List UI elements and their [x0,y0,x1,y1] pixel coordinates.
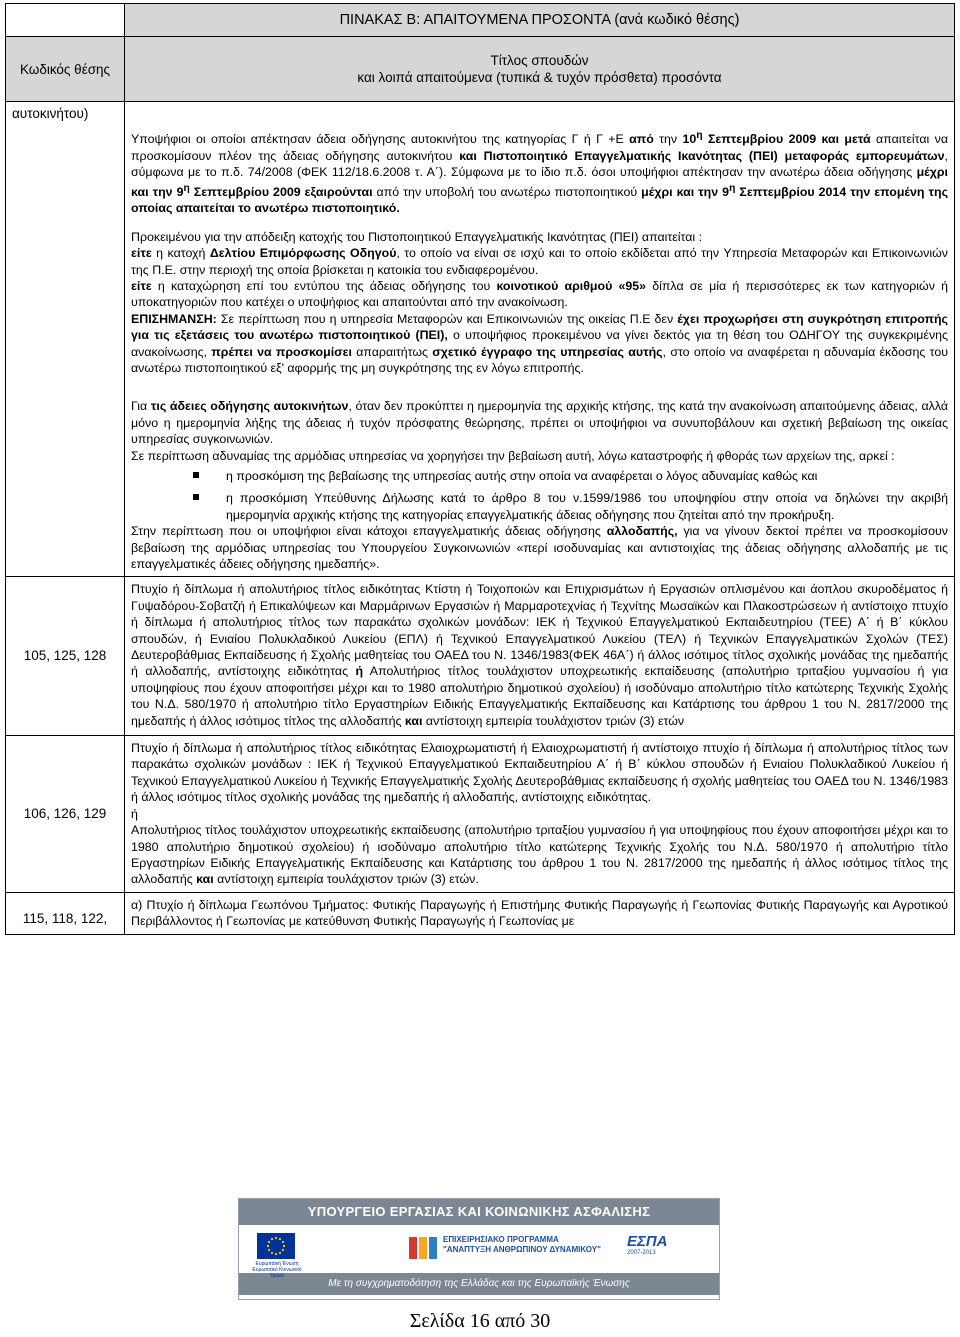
paragraph: Πτυχίο ή δίπλωμα ή απολυτήριος τίτλος ειδικότητας Κτίστη ή Τοιχοποιών και Επιχρισμάτων ή Εργασιών οπλισμένου και άοπλου σκυροδέματος ή Γυψαδόρου-Σοβατζή ή Επικαλύψεων και Μαρμάρινων Εργασιών ή Μαρμαροτεχνίας ή Τεχνίτης Μωσαϊκών και Πλακοστρώσεων ή αντίστοιχο πτυχίο ή δίπλωμα ή απολυτήριος τίτλος των παρακάτω σχολικών μονάδων: ΙΕΚ ή Τεχνικού Επαγγελματικού Εκπαιδευτηρίου (ΤΕΕ) Α΄ ή Β΄ κύκλου σπουδών, ή Ενιαίου Πολυκλαδικού Λυκείου (ΕΠΛ) ή Τεχνικού Επαγγελματικού Λυκείου (ΤΕΛ) ή Τεχνικών Επαγγελματικών Σχολών (ΤΕΣ) Δευτεροβάθμιας Εκπαίδευσης ή Σχολής μαθητείας του ΟΑΕΔ του Ν. 1346/1983(ΦΕΚ 46Α΄) ή άλλος ισότιμος τίτλος σχολικής μονάδας της ημεδαπής ή αλλοδαπής, αντίστοιχης ειδικότητας ή Απολυτήριος τίτλος τουλάχιστον υποχρεωτικής εκπαίδευσης (απολυτήριο τριταξίου γυμνασίου ή για υποψηφίους που έχουν αποφοιτήσει μέχρι και το 1980 απολυτήριο δημοτικού σχολείου) ή ισοδύναμο απολυτήριο τίτλο κατώτερης Τεχνικής Σχολής του Ν.Δ. 580/1970 ή απολυτήριο τίτλο Εργαστηρίων Ειδικής Επαγγελματικής Εκπαίδευσης και Κατάρτισης του άρθρου 1 του Ν. 2817/2000 της ημεδαπής ή άλλος ισότιμος τίτλος της αλλοδαπής και αντίστοιχη εμπειρία τουλάχιστον τριών (3) ετών [131,582,948,728]
header-line-2: και λοιπά απαιτούμενα (τυπικά & τυχόν πρόσθετα) προσόντα [357,70,722,86]
paragraph: ΕΠΙΣΗΜΑΝΣΗ: Σε περίπτωση που η υπηρεσία Μεταφορών και Επικοινωνιών της οικείας Π.Ε δεν έχει προχωρήσει στη συγκρότηση επιτροπής για τις εξετάσεις του ανωτέρω πιστοποιητικού (ΠΕΙ), ο υποψήφιος προκειμένου να γίνει δεκτός για τη θέση του ΟΔΗΓΟΥ της συγκεκριμένης ανακοίνωσης, πρέπει να προσκομίσει απαραιτήτως σχετικό έγγραφο της υπηρεσίας αυτής, στο οποίο να αναφέρεται η αδυναμία έκδοσης του ανωτέρω πιστοποιητικού εξ' αφορμής της μη συγκρότησης της εν λόγω επιτροπής. [131,311,949,375]
row-text [125,577,955,736]
list-item: η προσκόμιση Υπεύθυνης Δήλωσης κατά το άρθρο 8 του ν.1599/1986 του υποψηφίου στην οποία να δηλώνει την ακριβή ημερομηνία αρχικής κτήσης της κατηγορίας επαγγελματικής άδειας οδήγησης που ζητείται από την προκήρυξη. [131,490,948,523]
paragraph: είτε η κατοχή Δελτίου Επιμόρφωσης Οδηγού, το οποίο να είναι σε ισχύ και το οποίο εκδίδεται από την Υπηρεσία Μεταφορών και Επικοινωνιών της Π.Ε. στην περιοχή της οποία βρίσκεται η κατοικία του ενδιαφερομένου. [131,246,948,277]
program-line-2: "ΑΝΑΠΤΥΞΗ ΑΝΘΡΩΠΙΝΟΥ ΔΥΝΑΜΙΚΟΥ" [443,1245,601,1254]
row-text [125,102,955,577]
espa-word: ΕΣΠΑ [627,1233,668,1250]
cofunding-text: Με τη συγχρηματοδότηση της Ελλάδας και της Ευρωπαϊκής Ένωσης [239,1273,719,1295]
paragraph: Στην περίπτωση που οι υποψήφιοι είναι κάτοχοι επαγγελματικής άδειας οδήγησης αλλοδαπής, για να γίνουν δεκτοί πρέπει να προσκομίσουν βεβαίωση της αρμόδιας υπηρεσίας του Υπουργείου Συγκοινωνιών «περί ισοδυναμίας και αντιστοιχίας της άδειας οδήγησης αλλοδαπής με τις επαγγελματικές άδειες οδήγησης ημεδαπής». [131,524,948,571]
paragraph: Προκειμένου για την απόδειξη κατοχής του Πιστοποιητικού Επαγγελματικής Ικανότητας (ΠΕΙ) απαιτείται : [131,229,703,244]
bullet-icon [193,494,199,500]
row-text [125,736,955,893]
row-code: 106, 126, 129 [6,736,125,893]
paragraph: Πτυχίο ή δίπλωμα ή απολυτήριος τίτλος ειδικότητας Ελαιοχρωματιστή ή Ελαιοχρωματιστή ή αντίστοιχο πτυχίο ή δίπλωμα ή απολυτήριος τίτλος των παρακάτω σχολικών μονάδων : ΙΕΚ ή Τεχνικού Επαγγελματικού Εκπαιδευτηρίου Α΄ ή Β΄ κύκλου σπουδών ή Ενιαίου Πολυκλαδικού Λυκείου ή Τεχνικού Επαγγελματικού Λυκείου ή Τεχνικής Επαγγελματικής Σχολής Δευτεροβάθμιας εκπαίδευσης ή σχολής μαθητείας του ΟΑΕΔ του Ν. 1346/1983 ή άλλος ισότιμος τίτλος σχολικής μονάδας της ημεδαπής ή αλλοδαπής, αντίστοιχης ειδικότητας. [131,741,948,805]
header-code: Κωδικός θέσης [6,37,125,102]
espa-logo [627,1233,695,1265]
row-code: αυτοκινήτου) [6,102,125,577]
paragraph: ή [131,806,138,821]
paragraph: Για τις άδειες οδήγησης αυτοκινήτων, όταν δεν προκύπτει η ημερομηνία της αρχικής κτήσης, της κατά την ανακοίνωση απαιτούμενης άδειας, αλλά μόνο η ημερομηνία λήξης της άδειας ή τυχόν πρόσφατης θεώρησης, πρέπει οι υποψήφιοι να συνυποβάλουν και σχετική βεβαίωση της οικείας υπηρεσίας συγκοινωνιών. [131,399,949,447]
title-spacer [6,4,125,37]
list-item: η προσκόμιση της βεβαίωσης της υπηρεσίας αυτής στην οποία να αναφέρεται ο λόγος αδυναμίας καθώς και [131,468,948,484]
program-line-1: ΕΠΙΧΕΙΡΗΣΙΑΚΟ ΠΡΟΓΡΑΜΜΑ [443,1235,559,1244]
espa-years: 2007-2013 [627,1250,656,1256]
header-qualifications [125,37,955,102]
cofunding-banner [238,1198,720,1300]
header-line-1: Τίτλος σπουδών [490,53,589,69]
row-code: 115, 118, 122, [6,892,125,934]
paragraph: είτε η καταχώρηση επί του εντύπου της άδειας οδήγησης του κοινοτικού αριθμού «95» δίπλα σε μία ή περισσότερες εκ των κατηγοριών ή υποκατηγοριών που κατέχει ο υποψήφιος και απαιτούνται από την ανακοίνωση. [131,278,949,310]
row-text: α) Πτυχίο ή δίπλωμα Γεωπόνου Τμήματος: Φυτικής Παραγωγής ή Επιστήμης Φυτικής Παραγωγής ή Γεωπονίας Φυτικής Παραγωγής και Αγροτικού Περιβάλλοντος ή Γεωπονίας με κατεύθυνση Φυτικής Παραγωγής ή Γεωπονίας με [125,892,955,934]
eu-caption: Ευρωπαϊκή Ένωση Ευρωπαϊκό Κοινωνικό Ταμείο [252,1261,302,1279]
row-code: 105, 125, 128 [6,577,125,736]
table-title: ΠΙΝΑΚΑΣ Β: ΑΠΑΙΤΟΥΜΕΝΑ ΠΡΟΣΟΝΤΑ (ανά κωδικό θέσης) [125,4,955,37]
program-logo-icon-3 [429,1237,437,1259]
page-number: Σελίδα 16 από 30 [409,1310,551,1332]
requirements-table [5,3,955,935]
paragraph: Απολυτήριος τίτλος τουλάχιστον υποχρεωτικής εκπαίδευσης (απολυτήριο τριταξίου γυμνασίου ή για υποψηφίους που έχουν αποφοιτήσει μέχρι και το 1980 απολυτήριο δημοτικού σχολείου) ή ισοδύναμο απολυτήριο τίτλο κατώτερης Τεχνικής Σχολής του Ν.Δ. 580/1970 ή απολυτήριο τίτλο Εργαστηρίων Ειδικής Επαγγελματικής Εκπαίδευσης και Κατάρτισης του άρθρου 1 του Ν. 2817/2000 της ημεδαπής ή άλλος ισότιμος τίτλος της αλλοδαπής και αντίστοιχη εμπειρία τουλάχιστον τριών (3) ετών. [131,823,948,887]
bullet-icon [193,472,199,478]
paragraph: Υποψήφιοι οι οποίοι απέκτησαν άδεια οδήγησης αυτοκινήτου της κατηγορίας Γ ή Γ +Ε από την $10^\eta$ Σεπτεμβρίου 2009 και μετά απαιτείται να προσκομίσουν πλέον της άδειας οδήγησης αυτοκινήτου και Πιστοποιητικό Επαγγελματικής Ικανότητας (ΠΕΙ) μεταφοράς εμπορευμάτων, σύμφωνα με το π.δ. 74/2008 (ΦΕΚ 112/18.6.2008 τ. Α΄). Σύμφωνα με το ίδιο π.δ. όσοι υποψήφιοι απέκτησαν την ανωτέρω άδεια οδήγησης μέχρι και την $9^\eta$ Σεπτεμβρίου 2009 εξαιρούνται από την υποβολή του ανωτέρω πιστοποιητικού μέχρι και την $9^\eta$ Σεπτεμβρίου 2014 την επομένη της οποίας απαιτείται το ανωτέρω πιστοποιητικό. [131,130,949,216]
bullet-list [131,468,948,523]
logos-strip [239,1225,719,1279]
paragraph: Σε περίπτωση αδυναμίας της αρμόδιας υπηρεσίας να χορηγήσει την βεβαίωση αυτή, λόγω καταστροφής ή φθοράς των αρχείων της, αρκεί : [131,448,895,463]
eu-flag-icon [257,1233,295,1259]
program-name [443,1235,601,1255]
ministry-title: ΥΠΟΥΡΓΕΙΟ ΕΡΓΑΣΙΑΣ ΚΑΙ ΚΟΙΝΩΝΙΚΗΣ ΑΣΦΑΛΙΣΗΣ [239,1199,719,1225]
program-logo-icon-2 [419,1237,427,1259]
program-logo-icon [409,1237,417,1259]
